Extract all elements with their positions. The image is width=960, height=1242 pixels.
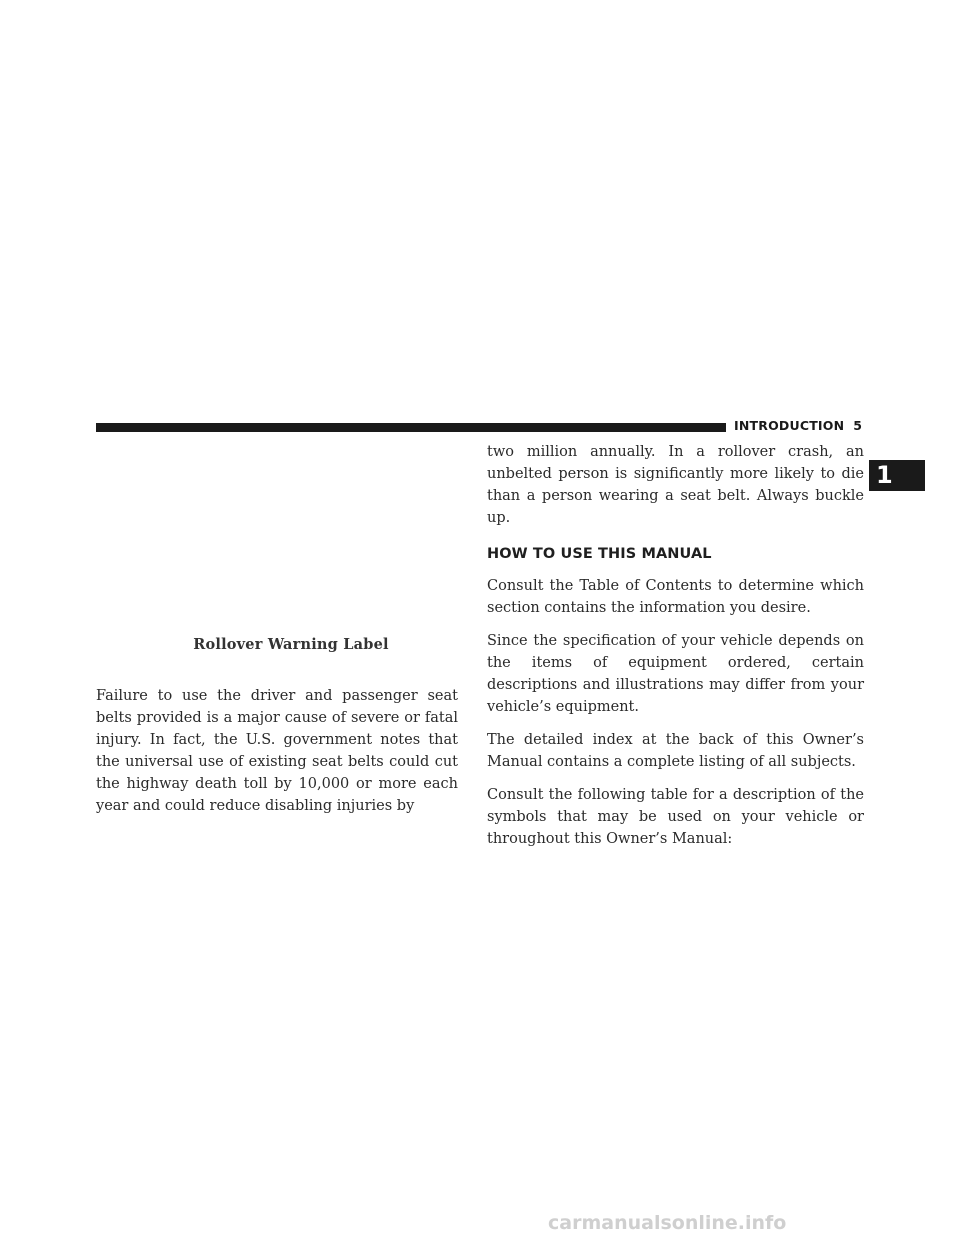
- left-column: [96, 685, 458, 827]
- running-header: [734, 418, 864, 433]
- body-paragraph: Consult the following table for a description of the symbols that may be used on your vehicle or throughout this Owner’s Manual:: [487, 787, 864, 847]
- figure-caption: Rollover Warning Label: [193, 636, 389, 653]
- header-rule: [96, 423, 726, 432]
- body-paragraph: Failure to use the driver and passenger seat belts provided is a major cause of severe or fatal injury. In fact, the U.S. government notes that the universal use of existing seat belts could cut the highway death toll by 10,000 or more each year and could reduce disabling injuries by: [96, 688, 458, 814]
- body-paragraph: Consult the Table of Contents to determine which section contains the information you desire.: [487, 578, 864, 616]
- body-paragraph: Since the specification of your vehicle depends on the items of equipment ordered, certain descriptions and illustrations may differ from your vehicle’s equipment.: [487, 633, 864, 715]
- watermark: carmanualsonline.info: [548, 1212, 787, 1234]
- body-paragraph: The detailed index at the back of this Owner’s Manual contains a complete listing of all subjects.: [487, 732, 864, 770]
- section-title: INTRODUCTION: [734, 418, 845, 433]
- section-tab: 1: [869, 460, 925, 491]
- page-number: 5: [853, 418, 863, 433]
- right-column: [487, 441, 864, 861]
- section-heading: HOW TO USE THIS MANUAL: [487, 546, 712, 562]
- continued-paragraph: two million annually. In a rollover crash, an unbelted person is significantly more likely to die than a person wearing a seat belt. Always buckle up.: [487, 444, 864, 526]
